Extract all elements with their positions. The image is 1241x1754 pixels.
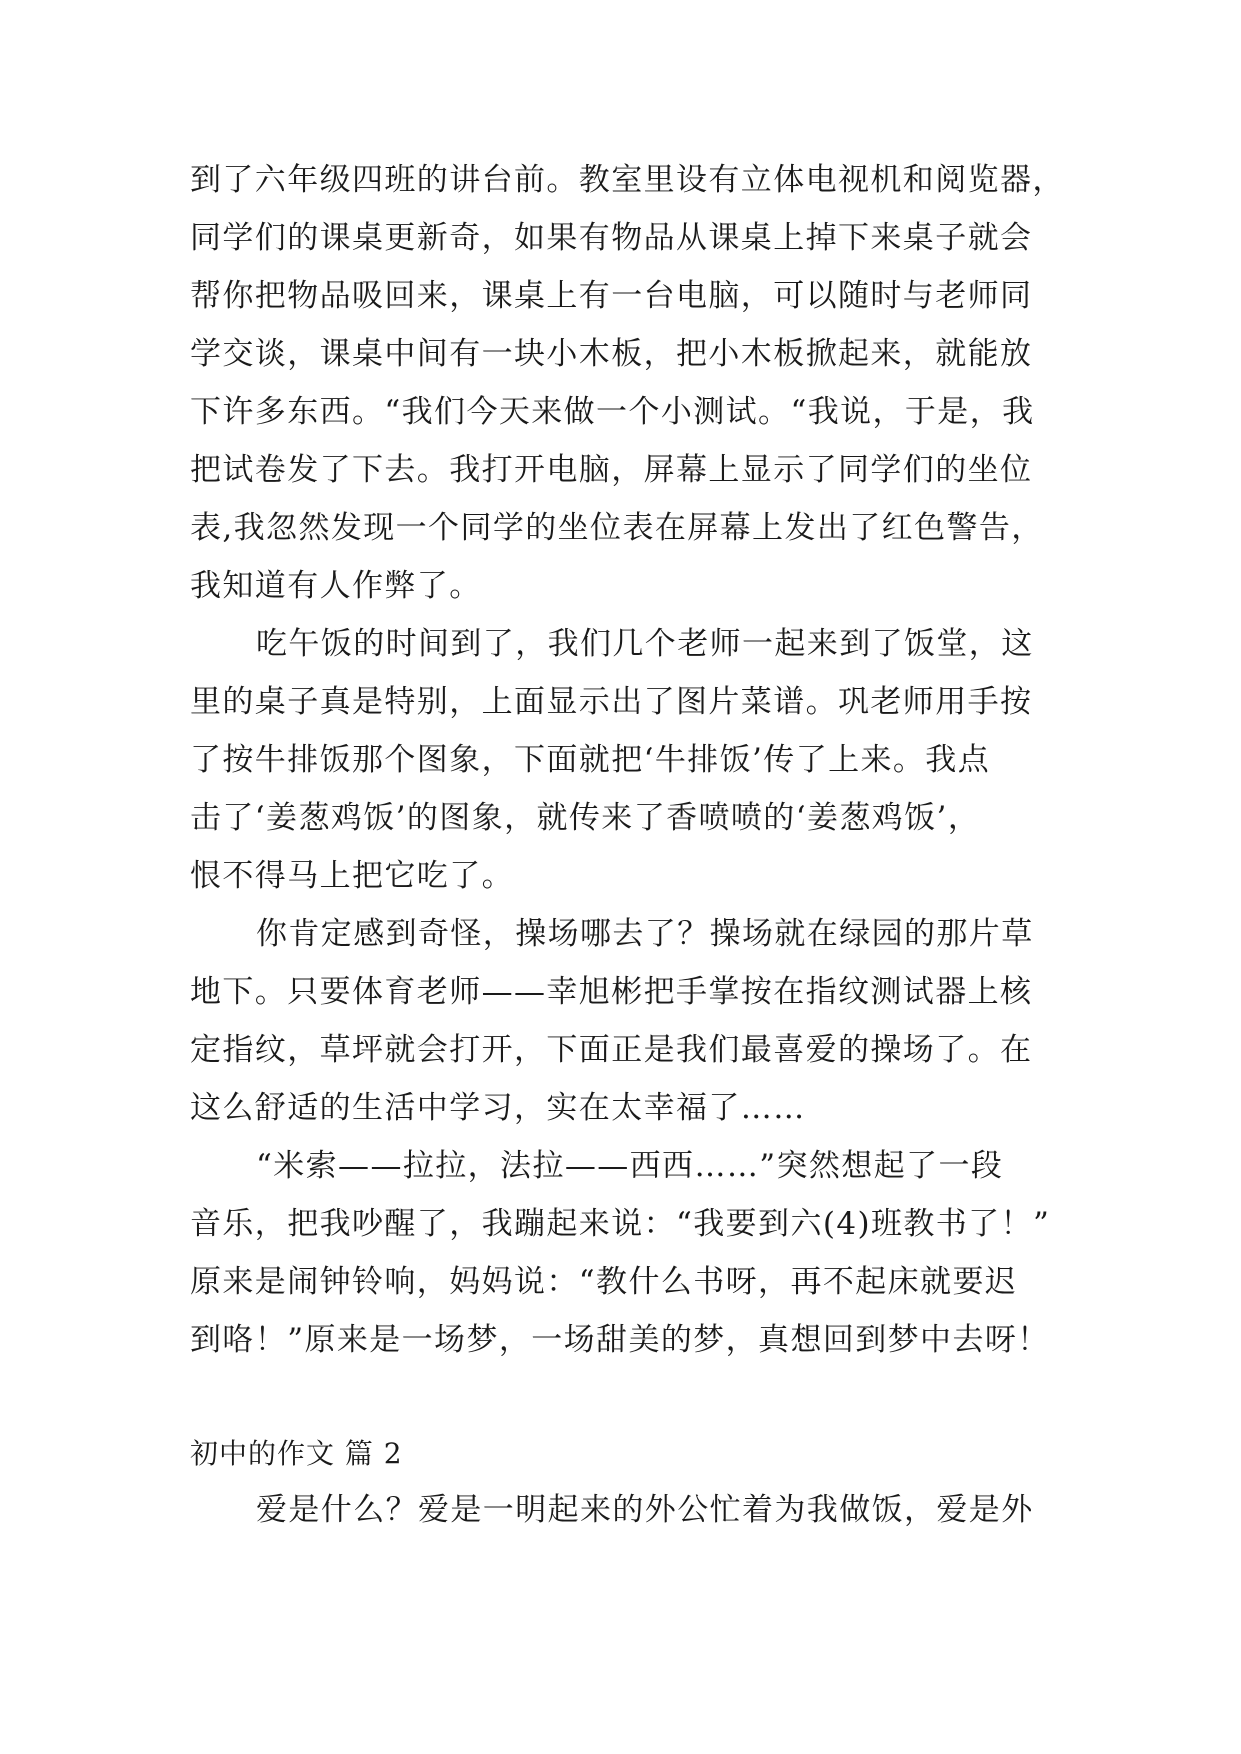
text-line: 爱是什么？爱是一明起来的外公忙着为我做饭，爱是外: [256, 1492, 1034, 1528]
text-line: 同学们的课桌更新奇，如果有物品从课桌上掉下来桌子就会: [190, 220, 1033, 256]
text-line: 地下。只要体育老师——幸旭彬把手掌按在指纹测试器上核: [190, 974, 1033, 1010]
text-line: 我知道有人作弊了。: [190, 568, 482, 604]
text-line: 恨不得马上把它吃了。: [190, 858, 514, 894]
text-line: 你肯定感到奇怪，操场哪去了？操场就在绿园的那片草: [256, 916, 1034, 952]
text-line: “米索——拉拉，法拉——西西……”突然想起了一段: [256, 1148, 1004, 1184]
text-line: 学交谈，课桌中间有一块小木板，把小木板掀起来，就能放: [190, 336, 1033, 372]
text-line: 把试卷发了下去。我打开电脑，屏幕上显示了同学们的坐位: [190, 452, 1033, 488]
text-line: 表,我忽然发现一个同学的坐位表在屏幕上发出了红色警告，: [190, 510, 1044, 546]
text-line: 到了六年级四班的讲台前。教室里设有立体电视机和阅览器，: [190, 162, 1065, 198]
text-line: 下许多东西。“我们今天来做一个小测试。“我说，于是，我: [190, 394, 1035, 430]
text-line: 音乐，把我吵醒了，我蹦起来说：“我要到六(4)班教书了！”: [190, 1206, 1051, 1242]
text-line: 到咯！”原来是一场梦，一场甜美的梦，真想回到梦中去呀！: [190, 1322, 1050, 1358]
text-line: 帮你把物品吸回来，课桌上有一台电脑，可以随时与老师同: [190, 278, 1033, 314]
section-heading: 初中的作文 篇 2: [190, 1437, 403, 1470]
text-line: 里的桌子真是特别，上面显示出了图片菜谱。巩老师用手按: [190, 684, 1033, 720]
text-line: 吃午饭的时间到了，我们几个老师一起来到了饭堂，这: [256, 626, 1034, 662]
text-line: 了按牛排饭那个图象，下面就把‘牛排饭’传了上来。我点: [190, 742, 991, 778]
text-line: 这么舒适的生活中学习，实在太幸福了……: [190, 1090, 806, 1126]
text-line: 击了‘姜葱鸡饭’的图象，就传来了香喷喷的‘姜葱鸡饭’，: [190, 800, 981, 836]
text-line: 原来是闹钟铃响，妈妈说：“教什么书呀，再不起床就要迟: [190, 1264, 1018, 1300]
text-line: 定指纹，草坪就会打开，下面正是我们最喜爱的操场了。在: [190, 1032, 1033, 1068]
